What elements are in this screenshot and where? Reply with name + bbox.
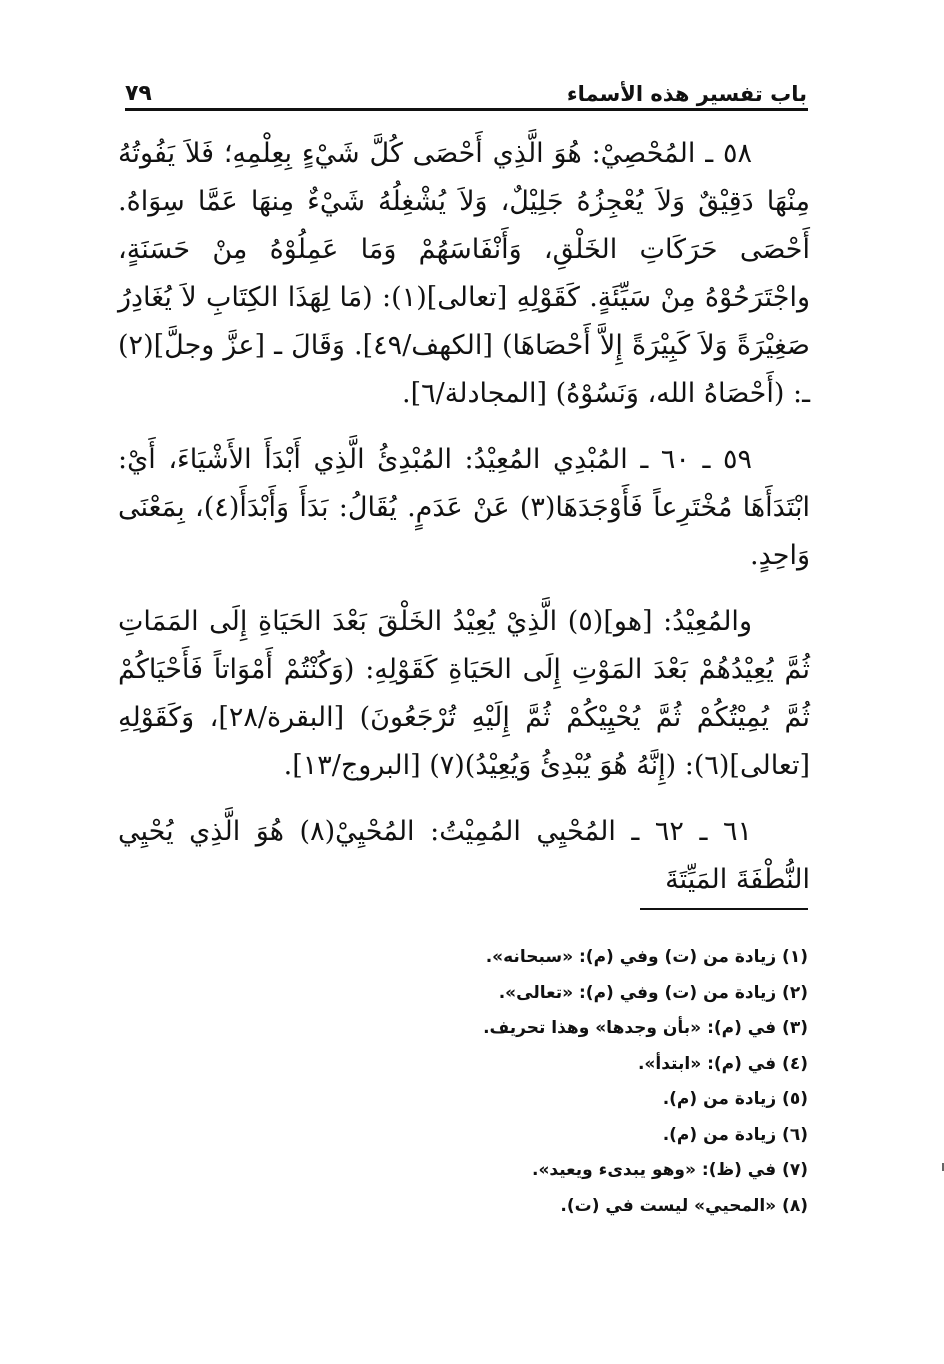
- footnote-4: (٤) في (م): «ابتدأ».: [637, 1053, 808, 1074]
- footnote-1: (١) زيادة من (ت) وفي (م): «سبحانه».: [485, 947, 808, 967]
- page-number: ٧٩: [125, 81, 152, 106]
- paragraph-al-muhyi-al-mumit: ٦١ ـ ٦٢ ـ المُحْيِي المُمِيْتُ: المُحْيِيْ(٨) هُوَ الَّذِي يُحْيِي النُّطْفَةَ المَيِّتَةَ: [118, 816, 810, 895]
- footnote-2: (٢) زيادة من (ت) وفي (م): «تعالى».: [498, 982, 808, 1003]
- footnote-separator: [640, 908, 808, 910]
- page-header: [125, 72, 807, 106]
- footnote-8: (٨) «المحيي» ليست في (ت).: [560, 1195, 808, 1216]
- footnote-5: (٥) زيادة من (م).: [662, 1089, 808, 1109]
- paragraph-al-mubdi-al-muid: ٥٩ ـ ٦٠ ـ المُبْدِي المُعِيْدُ: المُبْدِئُ الَّذِي أَبْدَأَ الأَشْيَاءَ، أَيْ: ابْتَدَأَهَا مُخْتَرِعاً فَأَوْجَدَهَا(٣) عَنْ عَدَمٍ. يُقَالُ: بَدَأَ وَأَبْدَأَ(٤)، بِمَعْنَى وَاحِدٍ.: [118, 444, 810, 571]
- footnote-7: (٧) في (ظ): «وهو يبدىء ويعيد».: [531, 1160, 808, 1180]
- footnotes: [380, 940, 808, 1224]
- header-rule: [125, 108, 808, 111]
- footnote-6: (٦) زيادة من (م).: [662, 1124, 808, 1145]
- running-title: باب تفسير هذه الأسماء: [566, 82, 807, 106]
- paragraph-al-muhsi: ٥٨ ـ المُحْصِيْ: هُوَ الَّذِي أَحْصَى كُلَّ شَيْءٍ بِعِلْمِهِ؛ فَلاَ يَفُوتُهُ مِنْهَا دَقِيْقٌ وَلاَ يُعْجِزُهُ جَلِيْلٌ، وَلاَ يُشْغِلُهُ شَيْءٌ مِنهَا عَمَّا سِوَاهُ. أَحْصَى حَرَكَاتِ الخَلْقِ، وَأَنْفَاسَهُمْ وَمَا عَمِلُوْهُ مِنْ حَسَنَةٍ، واجْتَرَحُوْهُ مِنْ سَيِّئَةٍ. كَقَوْلِهِ [تعالى](١): (مَا لِهَذَا الكِتَابِ لاَ يُغَادِرُ صَغِيْرَةً وَلاَ كَبِيْرَةً إِلاَّ أَحْصَاهَا) [الكهف/٤٩]. وَقَالَ ـ [عزَّ وجلَّ](٢) ـ: (أَحْصَاهُ الله، وَنَسُوْهُ) [المجادلة/٦].: [118, 138, 810, 409]
- footnote-3: (٣) في (م): «بأن وجدها» وهذا تحريف.: [483, 1018, 808, 1038]
- paragraph-al-muid: والمُعِيْدُ: [هو](٥) الَّذِيْ يُعِيْدُ الخَلْقَ بَعْدَ الحَيَاةِ إِلَى المَمَاتِ ثُمَّ يُعِيْدُهُمْ بَعْدَ المَوْتِ إِلَى الحَيَاةِ كَقَوْلِهِ: (وَكُنْتُمْ أَمْوَاتاً فَأَحْيَاكُمْ ثُمَّ يُمِيْتُكُمْ ثُمَّ يُحْيِيْكُمْ ثُمَّ إِلَيْهِ تُرْجَعُونَ) [البقرة/٢٨]، وَكَقَوْلِهِ [تعالى](٦): (إِنَّهُ هُوَ يُبْدِئُ وَيُعِيْدُ)(٧) [البروج/١٣].: [118, 606, 810, 781]
- main-text: [118, 130, 810, 904]
